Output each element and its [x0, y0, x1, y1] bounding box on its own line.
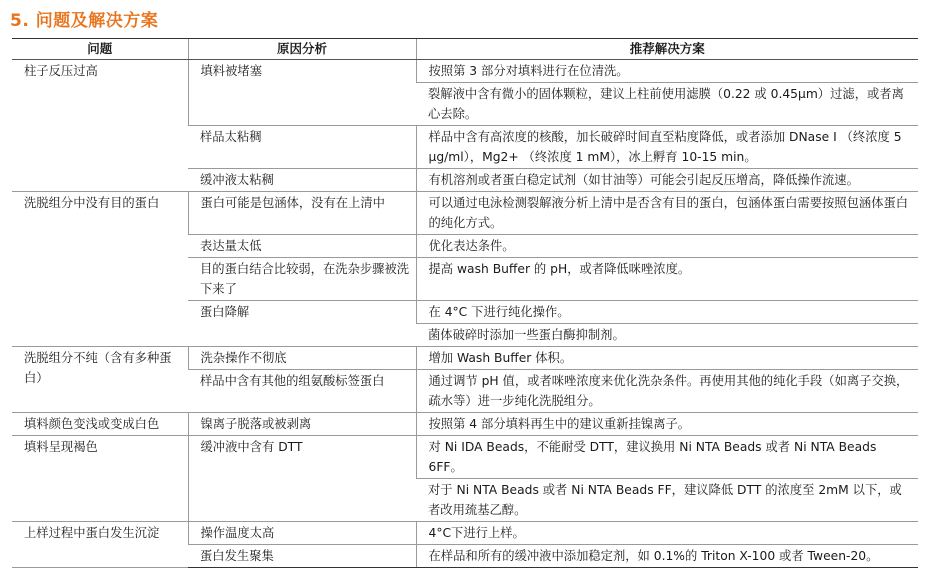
header-problem: 问题: [12, 39, 188, 60]
solution-cell: 在样品和所有的缓冲液中添加稳定剂，如 0.1%的 Triton X-100 或者 Tween-20。: [416, 545, 918, 568]
table-header-row: [12, 39, 918, 60]
table-row: [12, 522, 918, 545]
solution-cell: 对 Ni IDA Beads，不能耐受 DTT，建议换用 Ni NTA Beads 或者 Ni NTA Beads 6FF。: [416, 436, 918, 479]
cause-cell: 缓冲液中含有 DTT: [188, 436, 416, 522]
cause-cell: 表达量太低: [188, 235, 416, 258]
problem-cell: 上样过程中蛋白发生沉淀: [12, 522, 188, 568]
solution-cell: 按照第 4 部分填料再生中的建议重新挂镍离子。: [416, 413, 918, 436]
problem-cell: 填料呈现褐色: [12, 436, 188, 522]
solution-cell: 提高 wash Buffer 的 pH，或者降低咪唑浓度。: [416, 258, 918, 301]
cause-cell: 样品太粘稠: [188, 126, 416, 169]
table-row: [12, 413, 918, 436]
solution-cell: 通过调节 pH 值，或者咪唑浓度来优化洗杂条件。再使用其他的纯化手段（如离子交换，疏水等）进一步纯化洗脱组分。: [416, 370, 918, 413]
solution-cell: 对于 Ni NTA Beads 或者 Ni NTA Beads FF，建议降低 DTT 的浓度至 2mM 以下，或者改用巯基乙醇。: [416, 479, 918, 522]
solution-cell: 裂解液中含有微小的固体颗粒，建议上柱前使用滤膜（0.22 或 0.45μm）过滤，或者离心去除。: [416, 83, 918, 126]
cause-cell: 缓冲液太粘稠: [188, 169, 416, 192]
cause-cell: 洗杂操作不彻底: [188, 347, 416, 370]
cause-cell: 样品中含有其他的组氨酸标签蛋白: [188, 370, 416, 413]
cause-cell: 蛋白发生聚集: [188, 545, 416, 568]
solution-cell: 按照第 3 部分对填料进行在位清洗。: [416, 60, 918, 83]
header-solution: 推荐解决方案: [416, 39, 918, 60]
problem-cell: 洗脱组分中没有目的蛋白: [12, 192, 188, 347]
cause-cell: 目的蛋白结合比较弱，在洗杂步骤被洗下来了: [188, 258, 416, 301]
solution-cell: 在 4°C 下进行纯化操作。: [416, 301, 918, 324]
cause-cell: 操作温度太高: [188, 522, 416, 545]
problem-cell: 柱子反压过高: [12, 60, 188, 192]
header-cause: 原因分析: [188, 39, 416, 60]
table-row: [12, 347, 918, 370]
solution-cell: 有机溶剂或者蛋白稳定试剂（如甘油等）可能会引起反压增高，降低操作流速。: [416, 169, 918, 192]
cause-cell: 蛋白降解: [188, 301, 416, 347]
table-row: [12, 192, 918, 235]
problem-cell: 洗脱组分不纯（含有多种蛋白）: [12, 347, 188, 413]
cause-cell: 镍离子脱落或被剥离: [188, 413, 416, 436]
cause-cell: 填料被堵塞: [188, 60, 416, 126]
troubleshooting-table: [12, 38, 918, 568]
solution-cell: 样品中含有高浓度的核酸，加长破碎时间直至粘度降低，或者添加 DNase I （终浓度 5 μg/ml），Mg2+ （终浓度 1 mM），冰上孵育 10-15 min。: [416, 126, 918, 169]
solution-cell: 优化表达条件。: [416, 235, 918, 258]
solution-cell: 菌体破碎时添加一些蛋白酶抑制剂。: [416, 324, 918, 347]
solution-cell: 4°C下进行上样。: [416, 522, 918, 545]
table-row: [12, 60, 918, 83]
solution-cell: 可以通过电泳检测裂解液分析上清中是否含有目的蛋白，包涵体蛋白需要按照包涵体蛋白的纯化方式。: [416, 192, 918, 235]
table-row: [12, 436, 918, 479]
problem-cell: 填料颜色变浅或变成白色: [12, 413, 188, 436]
section-title: 5. 问题及解决方案: [10, 11, 159, 31]
solution-cell: 增加 Wash Buffer 体积。: [416, 347, 918, 370]
cause-cell: 蛋白可能是包涵体，没有在上清中: [188, 192, 416, 235]
